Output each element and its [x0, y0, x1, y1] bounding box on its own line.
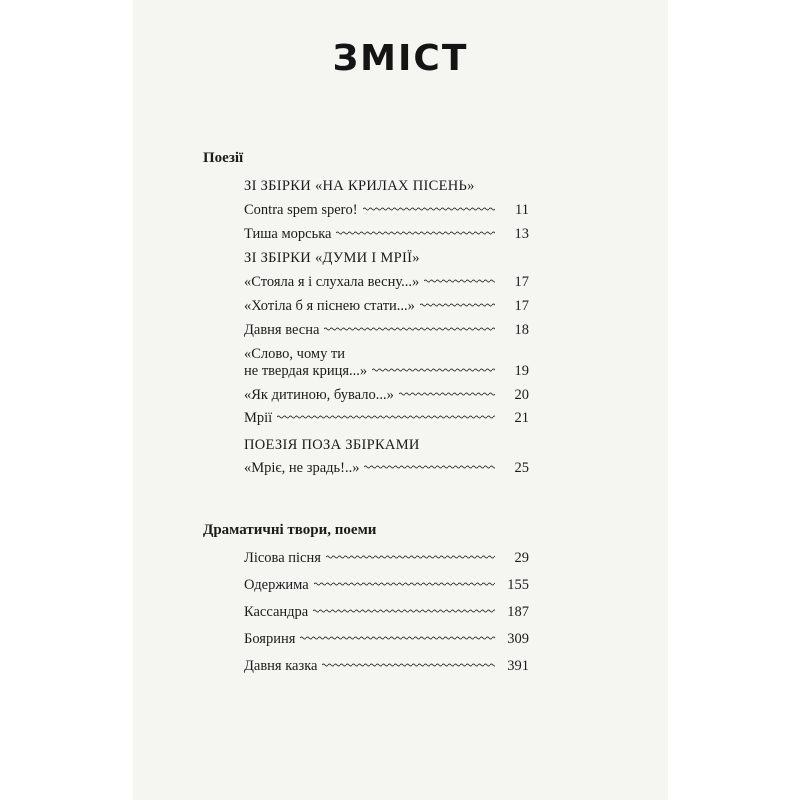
entry-title-line1: «Слово, чому ти: [244, 346, 346, 362]
toc-entry: [244, 226, 529, 243]
entry-title: Давня весна: [244, 322, 320, 338]
tilde-leader: [313, 609, 495, 613]
subheading-dumy-i-mrii: ЗІ ЗБІРКИ «ДУМИ І МРІЇ»: [244, 250, 420, 266]
toc-entry: [244, 631, 529, 648]
toc-entry: [244, 604, 529, 621]
entry-page: 187: [507, 604, 529, 620]
entry-page: 17: [514, 298, 529, 314]
tilde-leader: [424, 279, 495, 283]
toc-entry: [244, 298, 529, 315]
entry-page: 11: [515, 202, 529, 218]
entry-title: Лісова пісня: [244, 550, 321, 566]
toc-entry: [244, 202, 529, 219]
section-heading-poetry: Поезії: [203, 150, 244, 166]
toc-entry: [244, 274, 529, 291]
tilde-leader: [326, 555, 495, 559]
subheading-na-krylakh: ЗІ ЗБІРКИ «НА КРИЛАХ ПІСЕНЬ»: [244, 178, 475, 194]
entry-page: 19: [514, 363, 529, 379]
tilde-leader: [277, 415, 495, 419]
entry-page: 309: [507, 631, 529, 647]
entry-title: Одержима: [244, 577, 309, 593]
entry-title: не твердая криця...»: [244, 363, 368, 379]
toc-entry: [244, 577, 529, 594]
entry-title: Contra spem spero!: [244, 202, 358, 218]
entry-page: 155: [507, 577, 529, 593]
tilde-leader: [372, 368, 495, 372]
entry-title: «Хотіла б я піснею стати...»: [244, 298, 415, 314]
tilde-leader: [322, 663, 495, 667]
toc-entry: [244, 460, 529, 477]
toc-entry: [244, 410, 529, 427]
entry-title: Бояриня: [244, 631, 296, 647]
entry-title: «Стояла я і слухала весну...»: [244, 274, 420, 290]
toc-entry: [244, 658, 529, 675]
subheading-poza-zbirkamy: ПОЕЗІЯ ПОЗА ЗБІРКАМИ: [244, 437, 420, 453]
entry-page: 391: [507, 658, 529, 674]
toc-entry: [244, 387, 529, 404]
toc-entry: [244, 346, 529, 380]
toc-entry: [244, 322, 529, 339]
section-heading-drama: Драматичні твори, поеми: [203, 522, 377, 538]
entry-title: Давня казка: [244, 658, 318, 674]
entry-page: 29: [514, 550, 529, 566]
tilde-leader: [399, 392, 495, 396]
tilde-leader: [300, 636, 495, 640]
entry-page: 25: [514, 460, 529, 476]
entry-title: «Мріє, не зрадь!..»: [244, 460, 360, 476]
tilde-leader: [336, 231, 495, 235]
entry-title: Кассандра: [244, 604, 309, 620]
tilde-leader: [420, 303, 495, 307]
page-title: ЗМІСТ: [332, 38, 469, 79]
tilde-leader: [324, 327, 495, 331]
tilde-leader: [314, 582, 495, 586]
entry-title: «Як дитиною, бувало...»: [244, 387, 394, 403]
entry-title: Тиша морська: [244, 226, 332, 242]
entry-page: 20: [514, 387, 529, 403]
entry-page: 18: [514, 322, 529, 338]
tilde-leader: [364, 465, 495, 469]
entry-page: 17: [514, 274, 529, 290]
entry-page: 13: [514, 226, 529, 242]
tilde-leader: [363, 207, 495, 211]
book-page: [133, 0, 668, 800]
entry-title: Мрії: [244, 410, 273, 426]
toc-entry: [244, 550, 529, 567]
entry-page: 21: [514, 410, 529, 426]
